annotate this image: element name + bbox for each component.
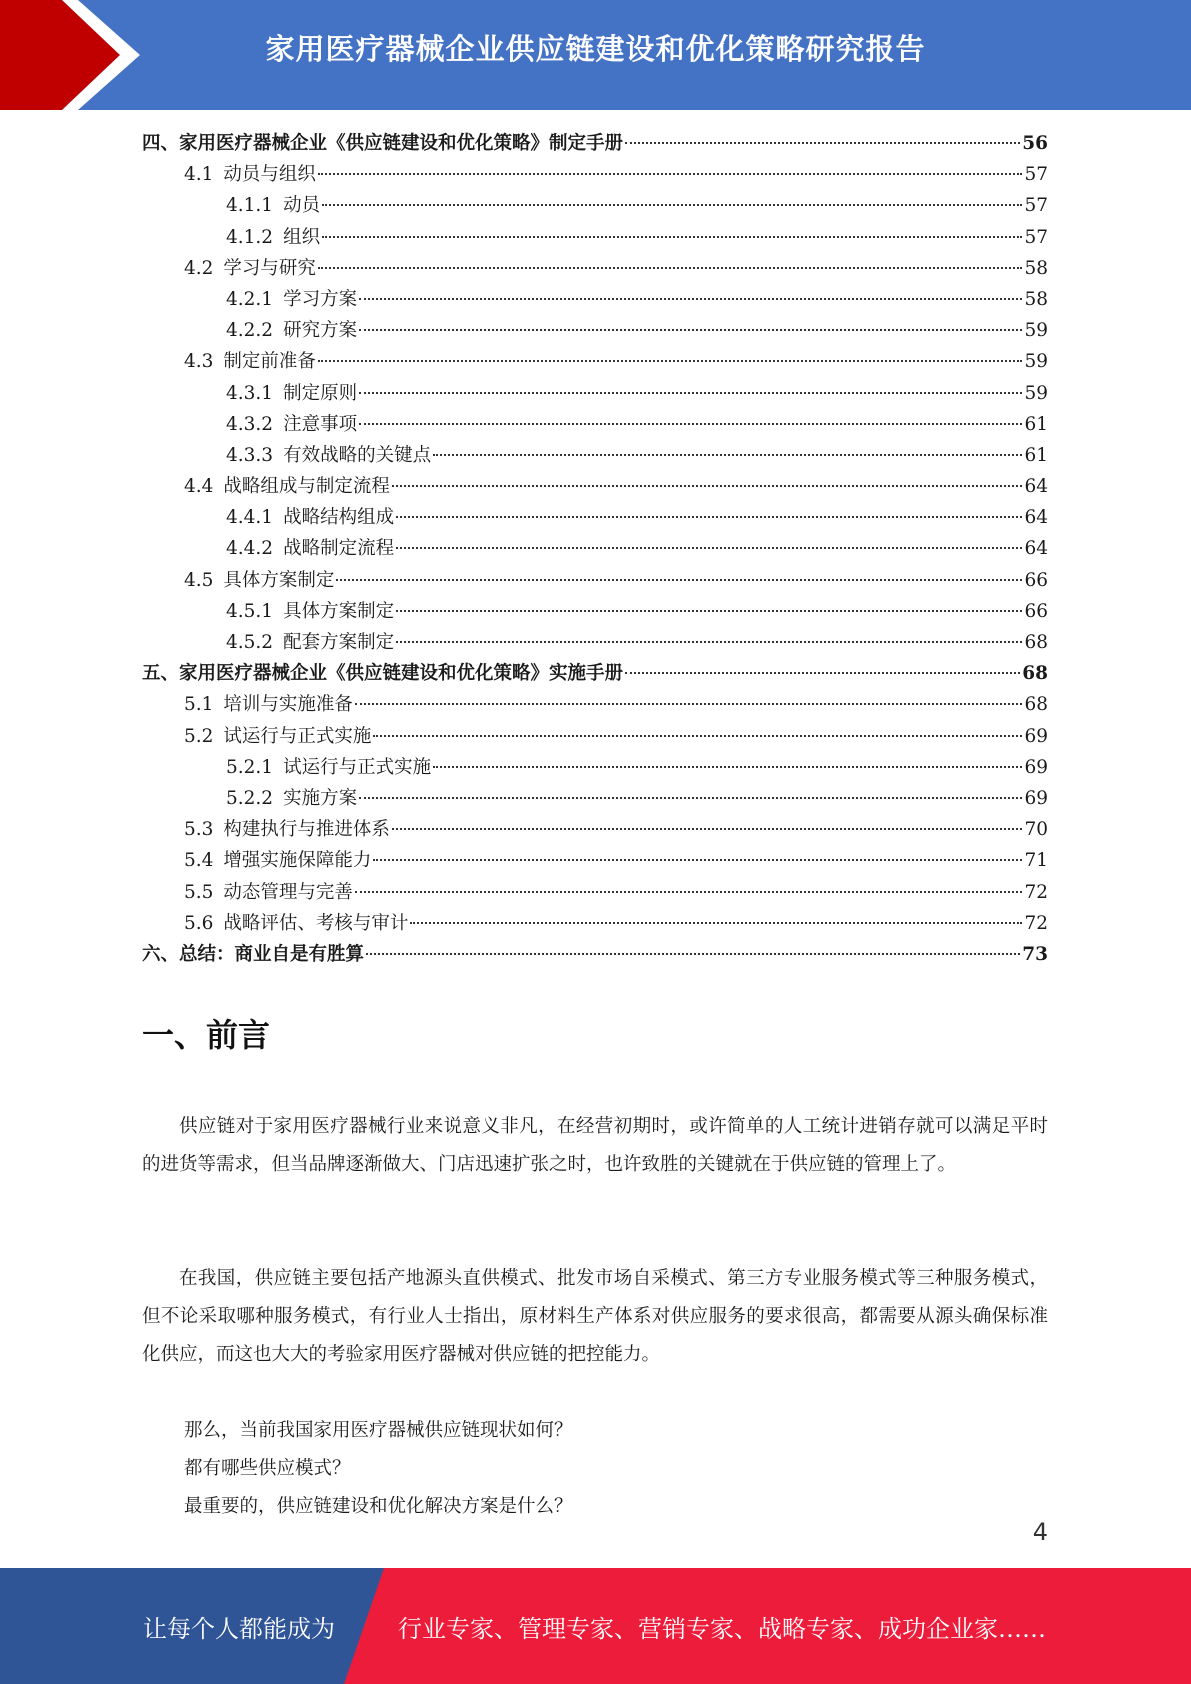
toc-entry-page: 64: [1024, 476, 1048, 498]
toc-entry-number: 4.2.1: [226, 288, 274, 310]
toc-entry-title: 制定前准备: [223, 351, 316, 373]
header-title: 家用医疗器械企业供应链建设和优化策略研究报告: [265, 32, 926, 66]
toc-entry-number: 5.2.2: [226, 787, 274, 809]
toc-entry[interactable]: [142, 689, 1048, 720]
toc-entry[interactable]: [142, 908, 1048, 939]
toc-entry-number: 4.3.2: [226, 413, 274, 435]
toc-leader-dots: [318, 267, 1023, 269]
toc-entry-title: 研究方案: [283, 320, 358, 342]
toc-entry-number: 4.5.2: [226, 632, 274, 653]
paragraph-1: 供应链对于家用医疗器械行业来说意义非凡，在经营初期时，或许简单的人工统计进销存就可以满足平时的进货等需求，但当品牌逐渐做大、门店迅速扩张之时，也许致胜的关键就在于供应链的管理上了。: [142, 1116, 1048, 1175]
toc-entry-page: 64: [1024, 538, 1048, 560]
toc-entry-title: 配套方案制定: [283, 632, 395, 653]
toc-entry-number: 4.5.1: [226, 600, 274, 622]
toc-entry-title: 构建执行与推进体系: [223, 819, 390, 841]
toc-entry-title: 组织: [283, 226, 321, 248]
toc-entry[interactable]: [142, 658, 1048, 689]
toc-leader-dots: [355, 891, 1023, 893]
toc-entry-title: 具体方案制定: [283, 600, 395, 622]
question-3: 最重要的，供应链建设和优化解决方案是什么？: [184, 1496, 573, 1517]
toc-leader-dots: [373, 735, 1022, 737]
toc-entry[interactable]: [142, 128, 1048, 159]
toc-entry-title: 制定原则: [283, 382, 358, 404]
toc-entry-title: 战略评估、考核与审计: [223, 912, 409, 934]
toc-entry-number: 四、家用医疗器械企业《供应链建设和优化策略》制定手册: [142, 133, 624, 154]
toc-entry[interactable]: [142, 627, 1048, 658]
toc-entry[interactable]: [142, 440, 1048, 471]
toc-entry-title: 动员: [283, 195, 321, 217]
toc-entry-title: 学习与研究: [223, 257, 316, 279]
toc-entry-number: 4.2: [184, 257, 214, 279]
toc-leader-dots: [396, 610, 1022, 612]
toc-entry-number: 4.5: [184, 569, 214, 591]
toc-leader-dots: [392, 828, 1023, 830]
page-footer: [0, 1568, 1191, 1684]
toc-entry-page: 57: [1024, 195, 1048, 217]
toc-entry[interactable]: [142, 284, 1048, 315]
toc-leader-dots: [322, 236, 1022, 238]
toc-entry-title: 动员与组织: [223, 164, 316, 186]
toc-leader-dots: [433, 766, 1022, 768]
toc-entry-page: 70: [1024, 819, 1048, 841]
toc-entry-page: 61: [1024, 444, 1048, 466]
toc-entry[interactable]: [142, 222, 1048, 253]
toc-entry-page: 72: [1024, 912, 1048, 934]
toc-leader-dots: [359, 392, 1022, 394]
toc-entry-title: 增强实施保障能力: [223, 850, 372, 872]
toc-entry[interactable]: [142, 533, 1048, 564]
toc-entry-number: 4.4.2: [226, 538, 274, 560]
toc-entry-page: 58: [1024, 288, 1048, 310]
toc-entry-number: 4.4.1: [226, 507, 274, 529]
toc-entry-number: 4.4: [184, 476, 214, 498]
toc-entry-title: 培训与实施准备: [223, 694, 353, 716]
page-header: [0, 0, 1191, 110]
toc-entry[interactable]: [142, 159, 1048, 190]
toc-entry-page: 64: [1024, 507, 1048, 529]
toc-entry-number: 5.3: [184, 819, 214, 841]
toc-leader-dots: [410, 922, 1022, 924]
table-of-contents: [142, 128, 1048, 970]
toc-leader-dots: [373, 859, 1022, 861]
toc-leader-dots: [366, 953, 1020, 955]
toc-entry-number: 5.2: [184, 725, 214, 747]
toc-leader-dots: [359, 298, 1022, 300]
toc-entry-number: 5.4: [184, 850, 214, 872]
toc-leader-dots: [396, 516, 1022, 518]
toc-entry-page: 68: [1024, 694, 1048, 716]
toc-entry-title: 学习方案: [283, 288, 358, 310]
toc-entry-page: 58: [1024, 257, 1048, 279]
toc-entry-title: 战略制定流程: [283, 538, 395, 560]
toc-entry-number: 六、总结：商业自是有胜算: [142, 943, 365, 965]
toc-leader-dots: [392, 485, 1023, 487]
toc-entry-title: 实施方案: [283, 787, 358, 809]
toc-leader-dots: [355, 703, 1023, 705]
toc-entry-title: 战略结构组成: [283, 507, 395, 529]
toc-entry-title: 具体方案制定: [223, 569, 335, 591]
toc-entry[interactable]: [142, 346, 1048, 377]
toc-entry-page: 68: [1024, 632, 1048, 653]
toc-leader-dots: [625, 142, 1020, 144]
toc-entry[interactable]: [142, 378, 1048, 409]
toc-leader-dots: [359, 329, 1022, 331]
toc-entry[interactable]: [142, 877, 1048, 908]
toc-entry-number: 4.1.1: [226, 195, 274, 217]
paragraph-2: 在我国，供应链主要包括产地源头直供模式、批发市场自采模式、第三方专业服务模式等三种服务模式，但不论采取哪种服务模式，有行业人士指出，原材料生产体系对供应服务的要求很高，都需要从源头确保标准化供应，而这也大大的考验家用医疗器械对供应链的把控能力。: [142, 1268, 1048, 1365]
toc-entry-page: 68: [1022, 663, 1048, 685]
toc-entry[interactable]: [142, 502, 1048, 533]
question-2: 都有哪些供应模式？: [184, 1458, 351, 1479]
footer-slogan-left: 让每个人都能成为: [143, 1615, 335, 1643]
toc-leader-dots: [322, 204, 1022, 206]
toc-entry-page: 56: [1022, 133, 1048, 154]
toc-entry-page: 71: [1024, 850, 1048, 872]
toc-entry-title: 注意事项: [283, 413, 358, 435]
toc-entry[interactable]: [142, 409, 1048, 440]
question-1: 那么，当前我国家用医疗器械供应链现状如何？: [184, 1420, 573, 1441]
toc-leader-dots: [396, 547, 1022, 549]
toc-entry[interactable]: [142, 783, 1048, 814]
toc-entry-page: 59: [1024, 320, 1048, 342]
toc-entry-number: 5.5: [184, 881, 214, 903]
toc-entry-page: 69: [1024, 756, 1048, 778]
toc-entry-number: 4.3: [184, 351, 214, 373]
section-heading: 一、前言: [142, 1016, 271, 1054]
footer-slogan-right: 行业专家、管理专家、营销专家、战略专家、成功企业家……: [398, 1615, 1046, 1643]
toc-entry-number: 五、家用医疗器械企业《供应链建设和优化策略》实施手册: [142, 663, 624, 685]
toc-entry-title: 战略组成与制定流程: [223, 476, 390, 498]
toc-entry-number: 4.3.3: [226, 444, 274, 466]
toc-leader-dots: [433, 454, 1022, 456]
toc-entry[interactable]: [142, 253, 1048, 284]
toc-entry-page: 66: [1024, 600, 1048, 622]
toc-entry-page: 57: [1024, 226, 1048, 248]
toc-entry-title: 试运行与正式实施: [283, 756, 432, 778]
toc-leader-dots: [359, 423, 1022, 425]
toc-entry-page: 61: [1024, 413, 1048, 435]
toc-leader-dots: [625, 672, 1020, 674]
page-number: 4: [1032, 1518, 1048, 1546]
toc-entry[interactable]: [142, 596, 1048, 627]
toc-entry[interactable]: [142, 939, 1048, 970]
toc-entry-number: 4.2.2: [226, 320, 274, 342]
toc-entry-page: 66: [1024, 569, 1048, 591]
toc-entry[interactable]: [142, 845, 1048, 876]
toc-entry-number: 4.3.1: [226, 382, 274, 404]
toc-entry-page: 72: [1024, 881, 1048, 903]
toc-entry[interactable]: [142, 565, 1048, 596]
toc-entry-number: 4.1.2: [226, 226, 274, 248]
toc-entry-title: 动态管理与完善: [223, 881, 353, 903]
toc-leader-dots: [318, 360, 1023, 362]
header-chevron-icon: [0, 0, 150, 110]
toc-entry-page: 57: [1024, 164, 1048, 186]
toc-entry-page: 69: [1024, 787, 1048, 809]
toc-entry[interactable]: [142, 315, 1048, 346]
toc-entry[interactable]: [142, 190, 1048, 221]
toc-entry[interactable]: [142, 721, 1048, 752]
toc-entry[interactable]: [142, 752, 1048, 783]
toc-entry-number: 4.1: [184, 164, 214, 186]
toc-entry[interactable]: [142, 471, 1048, 502]
toc-leader-dots: [396, 641, 1022, 643]
toc-leader-dots: [318, 173, 1023, 175]
toc-entry-page: 59: [1024, 382, 1048, 404]
toc-entry-title: 有效战略的关键点: [283, 444, 432, 466]
toc-entry-page: 69: [1024, 725, 1048, 747]
toc-leader-dots: [359, 797, 1022, 799]
toc-entry-number: 5.1: [184, 694, 214, 716]
toc-entry-number: 5.2.1: [226, 756, 274, 778]
toc-entry-page: 73: [1022, 943, 1048, 965]
toc-entry-page: 59: [1024, 351, 1048, 373]
toc-entry[interactable]: [142, 814, 1048, 845]
toc-leader-dots: [336, 579, 1022, 581]
toc-entry-title: 试运行与正式实施: [223, 725, 372, 747]
toc-entry-number: 5.6: [184, 912, 214, 934]
